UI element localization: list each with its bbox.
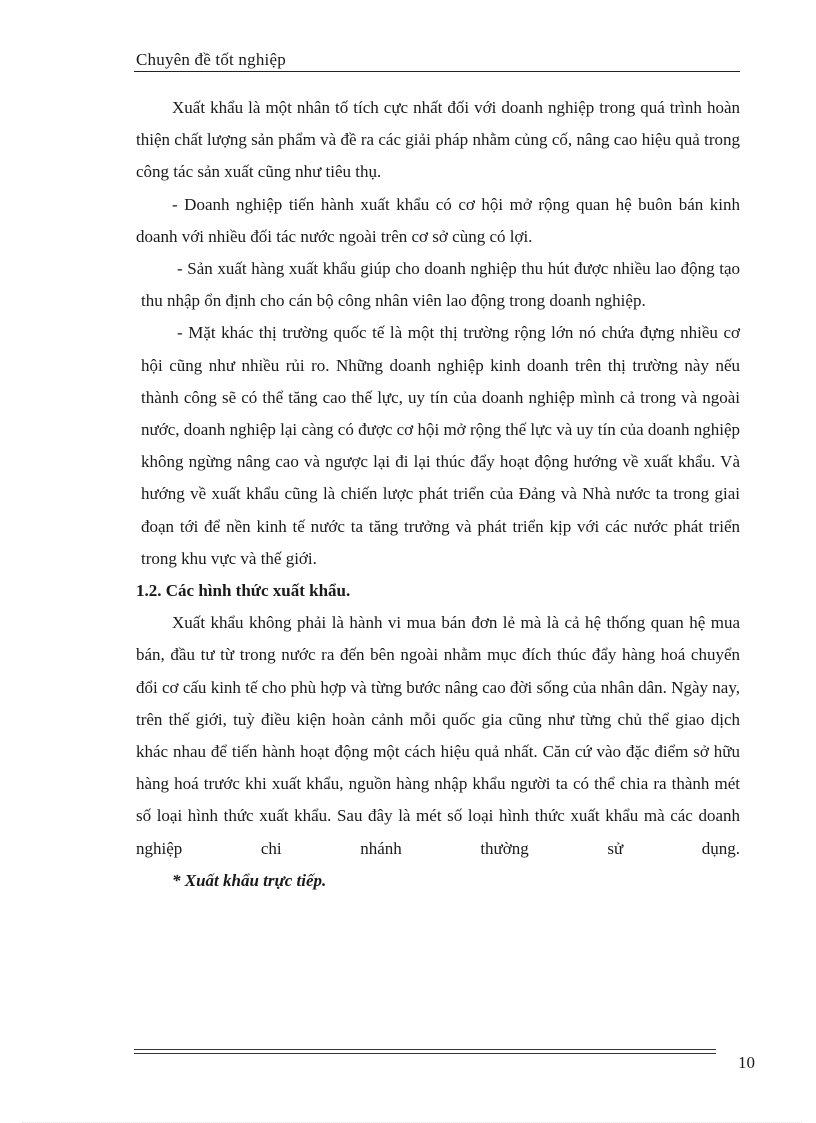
page-number: 10 — [738, 1053, 755, 1072]
header-divider — [134, 71, 740, 72]
paragraph-international-market: - Mặt khác thị trường quốc tế là một thị trường rộng lớn nó chứa đựng nhiều cơ hội cũng như nhiều rủi ro. Những doanh nghiệp kinh doanh trên thị trường này nếu thành công sẽ có thể tăng cao thế lực, uy tín của doanh nghiệp mình cả trong và ngoài nước, doanh nghiệp lại càng có được cơ hội mở rộng thế lực và uy tín của doanh nghiệp không ngừng nâng cao và ngược lại đi lại thúc đẩy hoạt động hướng về xuất khẩu. Và hướng về xuất khẩu cũng là chiến lược phát triển của Đảng và Nhà nước ta trong giai đoạn tới để nền kinh tế nước ta tăng trưởng và phát triển kịp với các nước phát triển trong khu vực và thế giới. — [141, 323, 740, 568]
page-header-title: Chuyên đề tốt nghiệp — [136, 50, 286, 69]
subsection-heading: * Xuất khẩu trực tiếp. — [172, 870, 327, 890]
paragraph-export-forms: Xuất khẩu không phải là hành vi mua bán đơn lẻ mà là cả hệ thống quan hệ mua bán, đầu tư từ trong nước ra đến bên ngoài nhằm mục đích thúc đẩy hàng hoá chuyển đổi cơ cấu kinh tế cho phù hợp và từng bước nâng cao đời sống của nhân dân. Ngày nay, trên thế giới, tuỳ điều kiện hoàn cảnh mỗi quốc gia cũng như từng chủ thể giao dịch khác nhau để tiến hành hoạt động một cách hiệu quả nhất. Căn cứ vào đặc điểm sở hữu hàng hoá trước khi xuất khẩu, nguồn hàng nhập khẩu người ta có thể chia ra thành mét số loại hình thức xuất khẩu. Sau đây là mét số loại hình thức xuất khẩu mà các doanh nghiệp chi nhánh thường sử dụng. — [136, 613, 740, 858]
paragraph-business-opportunity: - Doanh nghiệp tiến hành xuất khẩu có cơ hội mở rộng quan hệ buôn bán kinh doanh với nhiều đối tác nước ngoài trên cơ sở cùng có lợi. — [136, 194, 740, 246]
paragraph-export-role: Xuất khẩu là một nhân tố tích cực nhất đối với doanh nghiệp trong quá trình hoàn thiện chất lượng sản phẩm và đề ra các giải pháp nhằm củng cố, nâng cao hiệu quả trong công tác sản xuất cũng như tiêu thụ. — [136, 98, 740, 182]
footer-divider — [134, 1049, 716, 1054]
paragraph-employment: - Sản xuất hàng xuất khẩu giúp cho doanh nghiệp thu hút được nhiều lao động tạo thu nhập ổn định cho cán bộ công nhân viên lao động trong doanh nghiệp. — [141, 259, 740, 311]
section-heading: 1.2. Các hình thức xuất khẩu. — [136, 581, 351, 601]
document-body — [136, 92, 740, 897]
